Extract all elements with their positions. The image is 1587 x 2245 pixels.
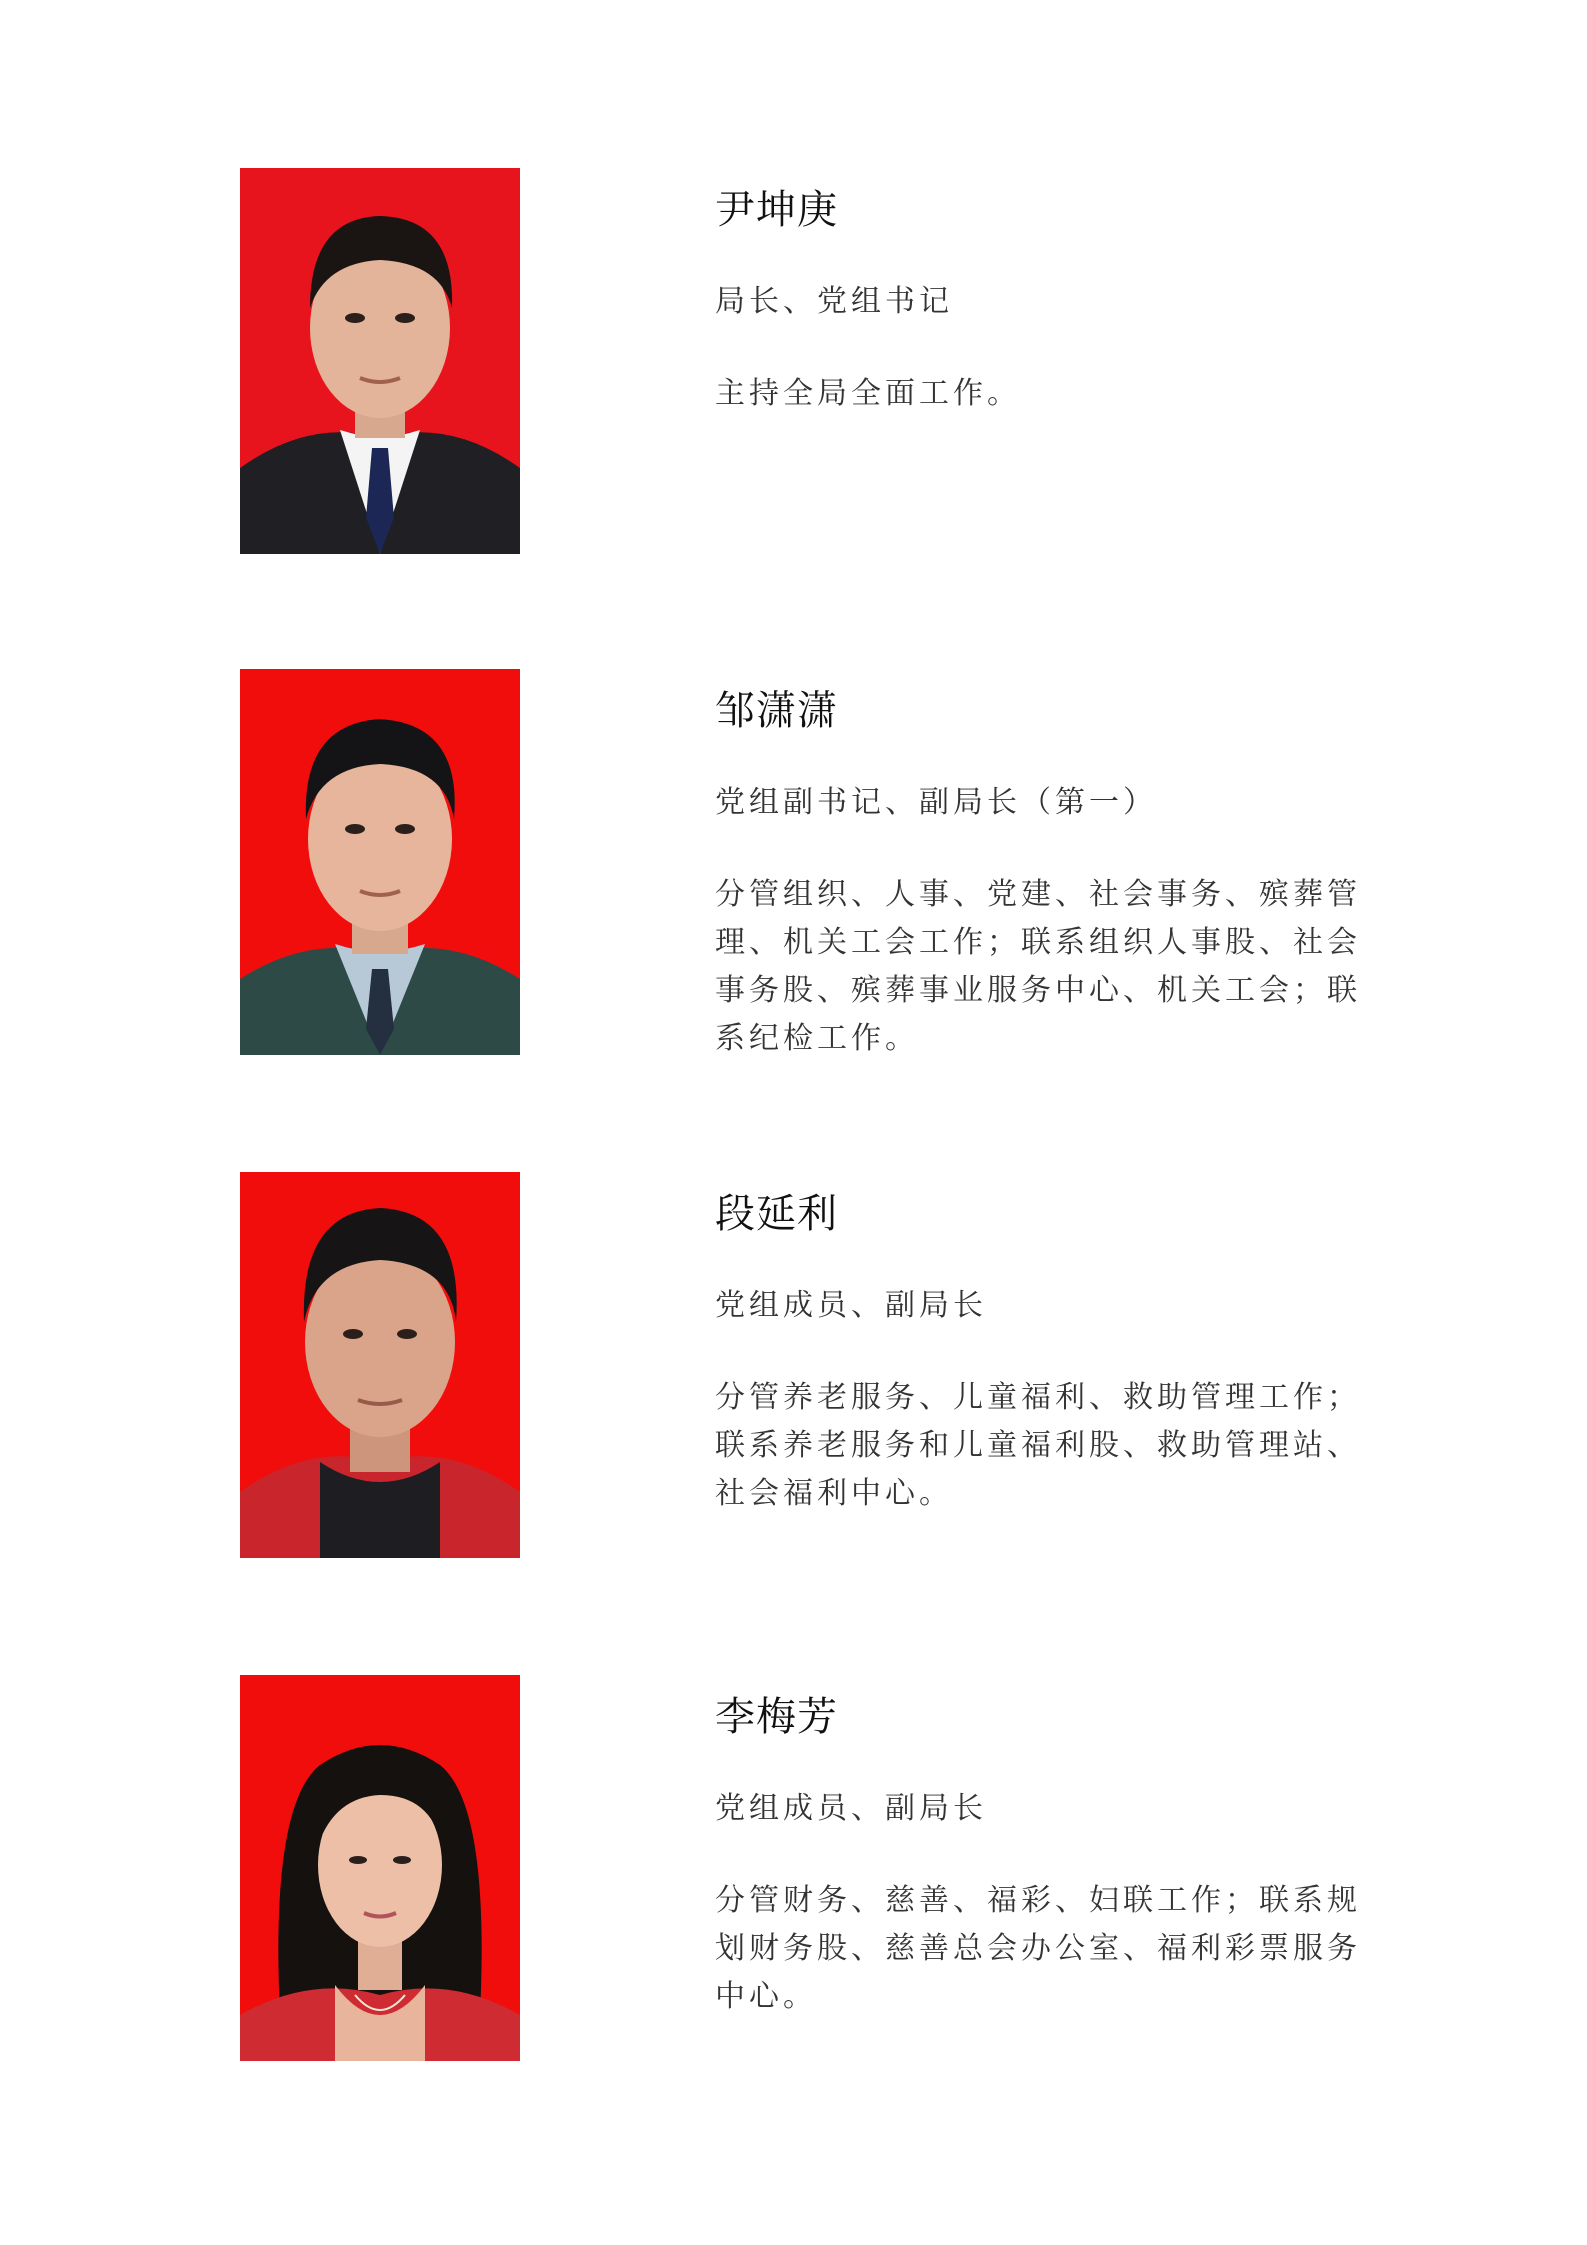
portrait-photo — [240, 1675, 520, 2061]
left-eye — [345, 824, 365, 834]
right-eye — [395, 824, 415, 834]
left-eye — [349, 1856, 367, 1864]
portrait-illustration — [240, 669, 520, 1055]
left-eye — [345, 313, 365, 323]
person-duties: 分管财务、慈善、福彩、妇联工作；联系规划财务股、慈善总会办公室、福利彩票服务中心。 — [715, 1883, 1361, 2014]
person-info — [715, 669, 1375, 1063]
person-name: 段延利 — [715, 1191, 838, 1237]
person-title: 党组副书记、副局长（第一） — [715, 785, 1157, 820]
person-card — [0, 168, 1587, 558]
person-card — [0, 1172, 1587, 1562]
right-eye — [393, 1856, 411, 1864]
portrait-photo — [240, 168, 520, 554]
person-name: 邹潇潇 — [715, 688, 838, 734]
person-info — [715, 1675, 1375, 2021]
person-title: 党组成员、副局长 — [715, 1791, 987, 1826]
portrait-illustration — [240, 1675, 520, 2061]
right-eye — [397, 1329, 417, 1339]
person-name: 李梅芳 — [715, 1694, 838, 1740]
person-title: 局长、党组书记 — [715, 284, 953, 319]
person-duties: 分管组织、人事、党建、社会事务、殡葬管理、机关工会工作；联系组织人事股、社会事务股、殡葬事业服务中心、机关工会；联系纪检工作。 — [715, 877, 1361, 1056]
person-info — [715, 168, 1375, 418]
left-eye — [343, 1329, 363, 1339]
person-name: 尹坤庚 — [715, 187, 838, 233]
person-title: 党组成员、副局长 — [715, 1288, 987, 1323]
portrait-illustration — [240, 1172, 520, 1558]
person-card — [0, 669, 1587, 1059]
person-info — [715, 1172, 1375, 1518]
portrait-photo — [240, 1172, 520, 1558]
person-duties: 主持全局全面工作。 — [715, 376, 1021, 411]
right-eye — [395, 313, 415, 323]
portrait-photo — [240, 669, 520, 1055]
person-duties: 分管养老服务、儿童福利、救助管理工作；联系养老服务和儿童福利股、救助管理站、社会福利中心。 — [715, 1380, 1361, 1511]
person-card — [0, 1675, 1587, 2065]
portrait-illustration — [240, 168, 520, 554]
